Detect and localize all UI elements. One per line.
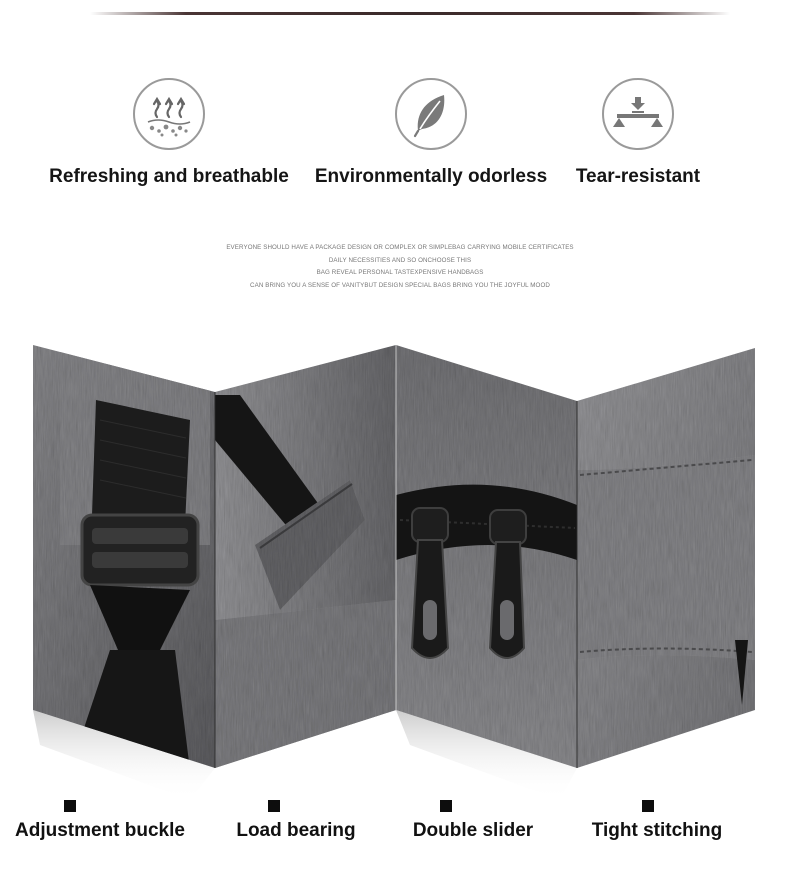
detail-label: Adjustment buckle xyxy=(15,820,185,841)
detail-load-bearing xyxy=(228,800,364,842)
tagline-line: CAN BRING YOU A SENSE OF VANITYBUT DESIGN SPECIAL BAGS BRING YOU THE JOYFUL MOOD xyxy=(250,281,550,289)
panel-adjustment-buckle xyxy=(33,345,215,770)
tagline-line: EVERYONE SHOULD HAVE A PACKAGE DESIGN OR COMPLEX OR SIMPLEBAG CARRYING MOBILE CERTIFICATES xyxy=(226,244,574,251)
panel-double-slider xyxy=(396,345,577,770)
buckle xyxy=(82,515,198,585)
tagline-line: BAG REVEAL PERSONAL TASTEXPENSIVE HANDBAGS xyxy=(316,269,484,276)
zipper-pull-left xyxy=(412,508,448,658)
bullet-square-icon xyxy=(268,800,280,812)
detail-label: Double slider xyxy=(412,820,534,841)
detail-double-slider xyxy=(404,800,542,842)
panel-tight-stitching xyxy=(577,345,755,770)
strap xyxy=(92,400,190,525)
detail-adjustment-buckle xyxy=(8,800,192,842)
bullet-square-icon xyxy=(642,800,654,812)
feature-label: Environmentally odorless xyxy=(314,166,548,187)
feature-label: Tear-resistant xyxy=(575,166,701,187)
bullet-square-icon xyxy=(440,800,452,812)
detail-label: Tight stitching xyxy=(591,820,723,841)
zipper-pull-right xyxy=(490,510,526,658)
bullet-square-icon xyxy=(64,800,76,812)
tagline-line: DAILY NECESSITIES AND SO ONCHOOSE THIS xyxy=(328,256,472,264)
detail-tight-stitching xyxy=(586,800,728,842)
feature-label: Refreshing and breathable xyxy=(49,166,289,187)
detail-label: Load bearing xyxy=(236,820,356,841)
panel-load-bearing xyxy=(215,345,396,770)
